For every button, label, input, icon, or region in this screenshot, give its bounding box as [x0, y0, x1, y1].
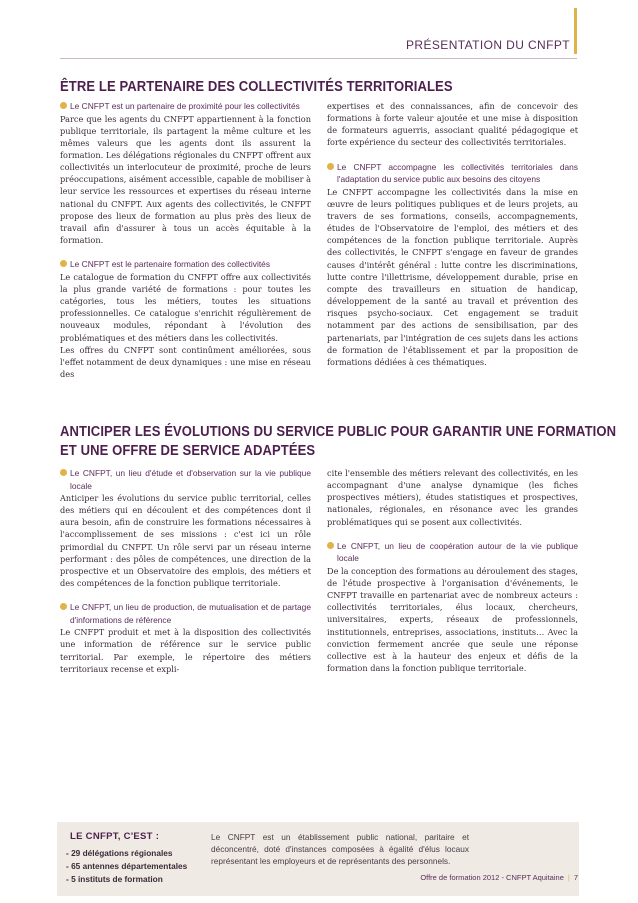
footer-separator: | — [567, 873, 570, 882]
header-divider — [60, 58, 577, 59]
paragraph: Les offres du CNFPT sont continûment améliorées, sous l'effet notamment de deux dynamiques : une mise en réseau des — [60, 344, 311, 379]
paragraph: Le catalogue de formation du CNFPT offre aux collectivités la plus grande variété de formations : pour toutes les catégories, tous les métiers, toutes les situations professionnelles. Ce catalogue s'enrichit régulièrement de nouveaux modules, répondant à l'évolution des problématiques et des métiers dans les collectivités. — [60, 271, 311, 343]
section1-right-column — [327, 100, 578, 368]
header-accent-bar — [574, 8, 577, 54]
paragraph: Le CNFPT produit et met à la disposition des collectivités une information de référence sur le service public territorial. Par exemple, le répertoire des métiers territoriaux recense et expli- — [60, 627, 311, 674]
bullet-dot-icon — [327, 542, 334, 549]
page-number: 7 — [573, 873, 578, 882]
header-label: PRÉSENTATION DU CNFPT — [406, 38, 570, 52]
subheading — [327, 161, 578, 186]
subheading-text: Le CNFPT, un lieu de production, de mutualisation et de partage d'informations de référence — [70, 602, 311, 625]
section2-right-column — [327, 467, 578, 674]
info-box-item: - 5 instituts de formation — [66, 874, 163, 884]
bullet-dot-icon — [60, 603, 67, 610]
subheading — [60, 100, 311, 113]
paragraph: expertises et des connaissances, afin de concevoir des formations à forte valeur ajoutée et une mise à disposition de formateurs aguerris, associant qualité pédagogique et forte expérience du secteur des collectivités territoriales. — [327, 101, 578, 148]
page-footer — [420, 873, 578, 882]
paragraph: Le CNFPT accompagne les collectivités dans la mise en œuvre de leurs politiques publiques et de leurs projets, au travers de ses formations, conseils, accompagnements, études de l'Observatoire de l'emploi, des métiers et des compétences de la fonction publique territoriale. Auprès des collectivités, le CNFPT s'engage en faveur de grandes causes d'intérêt général : lutte contre les discriminations, lutte contre l'illettrisme, développement durable, prise en compte des travailleurs en situation de handicap, développement de la santé au travail et prévention des risques psycho-sociaux. Cet engagement se traduit notamment par des actions de sensibilisation, par des partenariats, par l'intégration de ces sujets dans les actions de formation de l'établissement et par la proposition de formations dédiées à ces thématiques. — [327, 186, 578, 367]
section1-title: ÊTRE LE PARTENAIRE DES COLLECTIVITÉS TERRITORIALES — [60, 79, 453, 95]
bullet-dot-icon — [60, 469, 67, 476]
subheading — [60, 601, 311, 626]
paragraph: cite l'ensemble des métiers relevant des collectivités, en les accompagnant d'une analyse dynamique (les fiches prospectives métiers), études statistiques et prospectives, nationales, régionales, en résonance avec les grandes problématiques qui se posent aux collectivités. — [327, 468, 578, 527]
footer-text: Offre de formation 2012 - CNFPT Aquitaine — [420, 873, 564, 882]
subheading — [60, 467, 311, 492]
info-box-description: Le CNFPT est un établissement public national, paritaire et déconcentré, doté d'instances composées à égalité d'élus locaux représentant les employeurs et de représentants des personnels. — [211, 832, 469, 866]
subheading-text: Le CNFPT accompagne les collectivités territoriales dans l'adaptation du service public aux besoins des citoyens — [337, 161, 578, 185]
subheading-text: Le CNFPT est un partenaire de proximité pour les collectivités — [70, 101, 300, 111]
section2-title-line2: ET UNE OFFRE DE SERVICE ADAPTÉES — [60, 443, 316, 459]
section2-left-column — [60, 467, 311, 675]
subheading — [327, 540, 578, 565]
paragraph: De la conception des formations au déroulement des stages, de l'étude prospective à l'organisation d'événements, le CNFPT travaille en partenariat avec de nombreux acteurs : collectivités territoriales, élus locaux, chercheurs, universitaires, experts, réseaux de professionnels, institutionnels, entreprises, associations, instituts… Avec la conviction fermement ancrée que seule une réponse collective est à la hauteur des enjeux et défis de la formation dans la fonction publique territoriale. — [327, 565, 578, 674]
subheading-text: Le CNFPT est le partenaire formation des collectivités — [70, 259, 271, 270]
bullet-dot-icon — [60, 260, 67, 267]
paragraph: Parce que les agents du CNFPT appartiennent à la fonction publique territoriale, ils partagent la même culture et les mêmes valeurs que les agents dont ils assurent la formation. Les délégations régionales du CNFPT offrent aux collectivités un interlocuteur de proximité, proche de leurs préoccupations, aisément accessible, capable de mobiliser à leur service les ressources et expertises du réseau interne national du CNFPT. Aux agents des collectivités, le CNFPT propose des lieux de formation au plus près des lieux de travail afin d'assurer à tous un accès équitable à la formation. — [60, 113, 311, 246]
info-box-title: LE CNFPT, C'EST : — [70, 831, 160, 842]
info-box-item: - 65 antennes départementales — [66, 861, 188, 871]
subheading — [60, 258, 311, 271]
paragraph: Anticiper les évolutions du service public territorial, celles des métiers qui en découlent et des compétences dont il aura besoin, afin de construire les formations nécessaires à l'accomplissement de ses missions : c'est ici un rôle primordial du CNFPT. Un rôle servi par un réseau interne performant : des pôles de compétences, une direction de la prospective et un Observatoire des emplois, des métiers et des compétences de la fonction publique territoriale. — [60, 493, 311, 589]
section1-left-column — [60, 100, 311, 380]
subheading-text: Le CNFPT, un lieu d'étude et d'observation sur la vie publique locale — [70, 468, 311, 491]
bullet-dot-icon — [327, 163, 334, 170]
bullet-dot-icon — [60, 102, 67, 109]
section2-title-line1: ANTICIPER LES ÉVOLUTIONS DU SERVICE PUBLIC POUR GARANTIR UNE FORMATION — [60, 424, 617, 440]
subheading-text: Le CNFPT, un lieu de coopération autour de la vie publique locale — [337, 540, 578, 564]
info-box-item: - 29 délégations régionales — [66, 848, 173, 858]
